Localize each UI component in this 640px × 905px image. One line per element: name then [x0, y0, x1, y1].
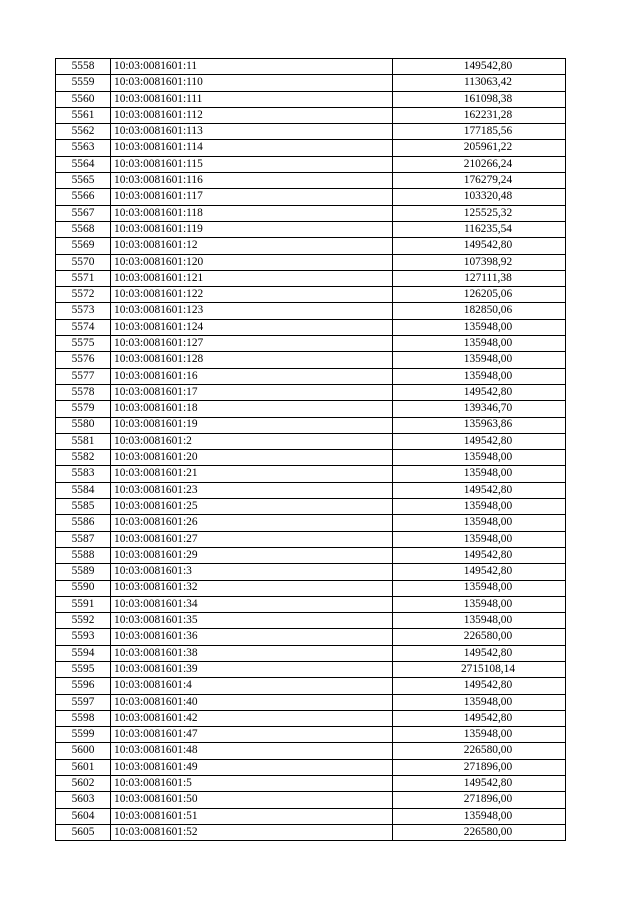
- cadastral-number-cell: 10:03:0081601:121: [111, 270, 393, 286]
- value-cell: 149542,80: [393, 238, 566, 254]
- value-cell: 176279,24: [393, 173, 566, 189]
- table-row: [56, 238, 566, 254]
- row-number-cell: 5560: [56, 91, 111, 107]
- cadastral-number-cell: 10:03:0081601:119: [111, 221, 393, 237]
- row-number-cell: 5580: [56, 417, 111, 433]
- row-number-cell: 5577: [56, 368, 111, 384]
- value-cell: 149542,80: [393, 564, 566, 580]
- value-cell: 135948,00: [393, 808, 566, 824]
- cadastral-number-cell: 10:03:0081601:127: [111, 336, 393, 352]
- table-row: [56, 205, 566, 221]
- value-cell: 226580,00: [393, 824, 566, 840]
- table-row: [56, 694, 566, 710]
- cadastral-number-cell: 10:03:0081601:110: [111, 75, 393, 91]
- value-cell: 135948,00: [393, 727, 566, 743]
- table-row: [56, 433, 566, 449]
- value-cell: 135948,00: [393, 352, 566, 368]
- cadastral-number-cell: 10:03:0081601:11: [111, 59, 393, 75]
- value-cell: 135948,00: [393, 368, 566, 384]
- table-row: [56, 824, 566, 840]
- row-number-cell: 5561: [56, 107, 111, 123]
- table-row: [56, 140, 566, 156]
- cadastral-number-cell: 10:03:0081601:3: [111, 564, 393, 580]
- table-row: [56, 759, 566, 775]
- cadastral-number-cell: 10:03:0081601:48: [111, 743, 393, 759]
- value-cell: 127111,38: [393, 270, 566, 286]
- cadastral-number-cell: 10:03:0081601:35: [111, 613, 393, 629]
- row-number-cell: 5574: [56, 319, 111, 335]
- row-number-cell: 5573: [56, 303, 111, 319]
- cadastral-number-cell: 10:03:0081601:128: [111, 352, 393, 368]
- row-number-cell: 5565: [56, 173, 111, 189]
- table-row: [56, 368, 566, 384]
- row-number-cell: 5603: [56, 792, 111, 808]
- value-cell: 116235,54: [393, 221, 566, 237]
- cadastral-number-cell: 10:03:0081601:4: [111, 678, 393, 694]
- value-cell: 135948,00: [393, 466, 566, 482]
- table-row: [56, 336, 566, 352]
- table-row: [56, 319, 566, 335]
- table-row: [56, 401, 566, 417]
- cadastral-number-cell: 10:03:0081601:27: [111, 531, 393, 547]
- cadastral-number-cell: 10:03:0081601:115: [111, 156, 393, 172]
- table-row: [56, 564, 566, 580]
- cadastral-number-cell: 10:03:0081601:40: [111, 694, 393, 710]
- cadastral-number-cell: 10:03:0081601:21: [111, 466, 393, 482]
- cadastral-number-cell: 10:03:0081601:47: [111, 727, 393, 743]
- row-number-cell: 5604: [56, 808, 111, 824]
- table-row: [56, 596, 566, 612]
- row-number-cell: 5567: [56, 205, 111, 221]
- value-cell: 113063,42: [393, 75, 566, 91]
- value-cell: 149542,80: [393, 710, 566, 726]
- cadastral-number-cell: 10:03:0081601:38: [111, 645, 393, 661]
- value-cell: 161098,38: [393, 91, 566, 107]
- row-number-cell: 5593: [56, 629, 111, 645]
- row-number-cell: 5599: [56, 727, 111, 743]
- value-cell: 135948,00: [393, 596, 566, 612]
- table-row: [56, 515, 566, 531]
- row-number-cell: 5578: [56, 384, 111, 400]
- cadastral-number-cell: 10:03:0081601:2: [111, 433, 393, 449]
- row-number-cell: 5576: [56, 352, 111, 368]
- table-row: [56, 499, 566, 515]
- value-cell: 226580,00: [393, 629, 566, 645]
- row-number-cell: 5602: [56, 776, 111, 792]
- row-number-cell: 5605: [56, 824, 111, 840]
- cadastral-number-cell: 10:03:0081601:16: [111, 368, 393, 384]
- value-cell: 135948,00: [393, 450, 566, 466]
- value-cell: 149542,80: [393, 482, 566, 498]
- value-cell: 149542,80: [393, 384, 566, 400]
- value-cell: 205961,22: [393, 140, 566, 156]
- row-number-cell: 5568: [56, 221, 111, 237]
- cadastral-number-cell: 10:03:0081601:122: [111, 287, 393, 303]
- row-number-cell: 5563: [56, 140, 111, 156]
- cadastral-number-cell: 10:03:0081601:20: [111, 450, 393, 466]
- cadastral-number-cell: 10:03:0081601:52: [111, 824, 393, 840]
- row-number-cell: 5572: [56, 287, 111, 303]
- table-row: [56, 124, 566, 140]
- cadastral-number-cell: 10:03:0081601:117: [111, 189, 393, 205]
- value-cell: 135963,86: [393, 417, 566, 433]
- cadastral-number-cell: 10:03:0081601:118: [111, 205, 393, 221]
- cadastral-number-cell: 10:03:0081601:26: [111, 515, 393, 531]
- cadastral-number-cell: 10:03:0081601:124: [111, 319, 393, 335]
- row-number-cell: 5596: [56, 678, 111, 694]
- table-row: [56, 417, 566, 433]
- cadastral-number-cell: 10:03:0081601:23: [111, 482, 393, 498]
- value-cell: 2715108,14: [393, 661, 566, 677]
- row-number-cell: 5587: [56, 531, 111, 547]
- value-cell: 107398,92: [393, 254, 566, 270]
- row-number-cell: 5588: [56, 547, 111, 563]
- cadastral-number-cell: 10:03:0081601:116: [111, 173, 393, 189]
- value-cell: 149542,80: [393, 776, 566, 792]
- table-row: [56, 107, 566, 123]
- value-cell: 162231,28: [393, 107, 566, 123]
- cadastral-number-cell: 10:03:0081601:112: [111, 107, 393, 123]
- table-row: [56, 384, 566, 400]
- row-number-cell: 5570: [56, 254, 111, 270]
- cadastral-value-table: [55, 58, 566, 841]
- row-number-cell: 5585: [56, 499, 111, 515]
- table-row: [56, 531, 566, 547]
- value-cell: 135948,00: [393, 499, 566, 515]
- row-number-cell: 5586: [56, 515, 111, 531]
- cadastral-number-cell: 10:03:0081601:17: [111, 384, 393, 400]
- row-number-cell: 5569: [56, 238, 111, 254]
- value-cell: 210266,24: [393, 156, 566, 172]
- row-number-cell: 5597: [56, 694, 111, 710]
- row-number-cell: 5598: [56, 710, 111, 726]
- table-body: [56, 59, 566, 841]
- table-row: [56, 173, 566, 189]
- cadastral-number-cell: 10:03:0081601:29: [111, 547, 393, 563]
- value-cell: 135948,00: [393, 694, 566, 710]
- row-number-cell: 5601: [56, 759, 111, 775]
- table-row: [56, 254, 566, 270]
- cadastral-number-cell: 10:03:0081601:49: [111, 759, 393, 775]
- row-number-cell: 5600: [56, 743, 111, 759]
- value-cell: 271896,00: [393, 792, 566, 808]
- table-row: [56, 776, 566, 792]
- row-number-cell: 5592: [56, 613, 111, 629]
- table-row: [56, 91, 566, 107]
- table-row: [56, 189, 566, 205]
- cadastral-number-cell: 10:03:0081601:32: [111, 580, 393, 596]
- value-cell: 271896,00: [393, 759, 566, 775]
- row-number-cell: 5595: [56, 661, 111, 677]
- cadastral-number-cell: 10:03:0081601:39: [111, 661, 393, 677]
- table-row: [56, 156, 566, 172]
- table-row: [56, 743, 566, 759]
- value-cell: 103320,48: [393, 189, 566, 205]
- table-row: [56, 678, 566, 694]
- row-number-cell: 5562: [56, 124, 111, 140]
- table-row: [56, 270, 566, 286]
- table-row: [56, 352, 566, 368]
- value-cell: 149542,80: [393, 547, 566, 563]
- value-cell: 126205,06: [393, 287, 566, 303]
- row-number-cell: 5584: [56, 482, 111, 498]
- cadastral-number-cell: 10:03:0081601:36: [111, 629, 393, 645]
- row-number-cell: 5559: [56, 75, 111, 91]
- table-row: [56, 710, 566, 726]
- value-cell: 182850,06: [393, 303, 566, 319]
- cadastral-number-cell: 10:03:0081601:5: [111, 776, 393, 792]
- table-row: [56, 547, 566, 563]
- value-cell: 135948,00: [393, 531, 566, 547]
- table-row: [56, 580, 566, 596]
- table-row: [56, 221, 566, 237]
- table-row: [56, 482, 566, 498]
- value-cell: 226580,00: [393, 743, 566, 759]
- table-row: [56, 629, 566, 645]
- row-number-cell: 5564: [56, 156, 111, 172]
- value-cell: 177185,56: [393, 124, 566, 140]
- value-cell: 149542,80: [393, 678, 566, 694]
- cadastral-number-cell: 10:03:0081601:12: [111, 238, 393, 254]
- cadastral-number-cell: 10:03:0081601:19: [111, 417, 393, 433]
- table-row: [56, 613, 566, 629]
- table-row: [56, 303, 566, 319]
- cadastral-number-cell: 10:03:0081601:111: [111, 91, 393, 107]
- cadastral-number-cell: 10:03:0081601:120: [111, 254, 393, 270]
- table-row: [56, 450, 566, 466]
- value-cell: 149542,80: [393, 433, 566, 449]
- value-cell: 135948,00: [393, 319, 566, 335]
- table-row: [56, 287, 566, 303]
- row-number-cell: 5594: [56, 645, 111, 661]
- row-number-cell: 5575: [56, 336, 111, 352]
- value-cell: 125525,32: [393, 205, 566, 221]
- table-row: [56, 75, 566, 91]
- value-cell: 149542,80: [393, 645, 566, 661]
- table-row: [56, 792, 566, 808]
- cadastral-number-cell: 10:03:0081601:123: [111, 303, 393, 319]
- cadastral-number-cell: 10:03:0081601:42: [111, 710, 393, 726]
- row-number-cell: 5583: [56, 466, 111, 482]
- table-row: [56, 808, 566, 824]
- row-number-cell: 5571: [56, 270, 111, 286]
- row-number-cell: 5566: [56, 189, 111, 205]
- table-row: [56, 59, 566, 75]
- value-cell: 139346,70: [393, 401, 566, 417]
- cadastral-number-cell: 10:03:0081601:25: [111, 499, 393, 515]
- row-number-cell: 5558: [56, 59, 111, 75]
- row-number-cell: 5590: [56, 580, 111, 596]
- table-row: [56, 727, 566, 743]
- cadastral-number-cell: 10:03:0081601:18: [111, 401, 393, 417]
- row-number-cell: 5581: [56, 433, 111, 449]
- value-cell: 149542,80: [393, 59, 566, 75]
- table-row: [56, 466, 566, 482]
- table-row: [56, 645, 566, 661]
- value-cell: 135948,00: [393, 336, 566, 352]
- row-number-cell: 5582: [56, 450, 111, 466]
- value-cell: 135948,00: [393, 613, 566, 629]
- cadastral-number-cell: 10:03:0081601:50: [111, 792, 393, 808]
- cadastral-number-cell: 10:03:0081601:113: [111, 124, 393, 140]
- row-number-cell: 5579: [56, 401, 111, 417]
- value-cell: 135948,00: [393, 515, 566, 531]
- cadastral-number-cell: 10:03:0081601:51: [111, 808, 393, 824]
- cadastral-number-cell: 10:03:0081601:34: [111, 596, 393, 612]
- table-row: [56, 661, 566, 677]
- row-number-cell: 5589: [56, 564, 111, 580]
- value-cell: 135948,00: [393, 580, 566, 596]
- cadastral-number-cell: 10:03:0081601:114: [111, 140, 393, 156]
- row-number-cell: 5591: [56, 596, 111, 612]
